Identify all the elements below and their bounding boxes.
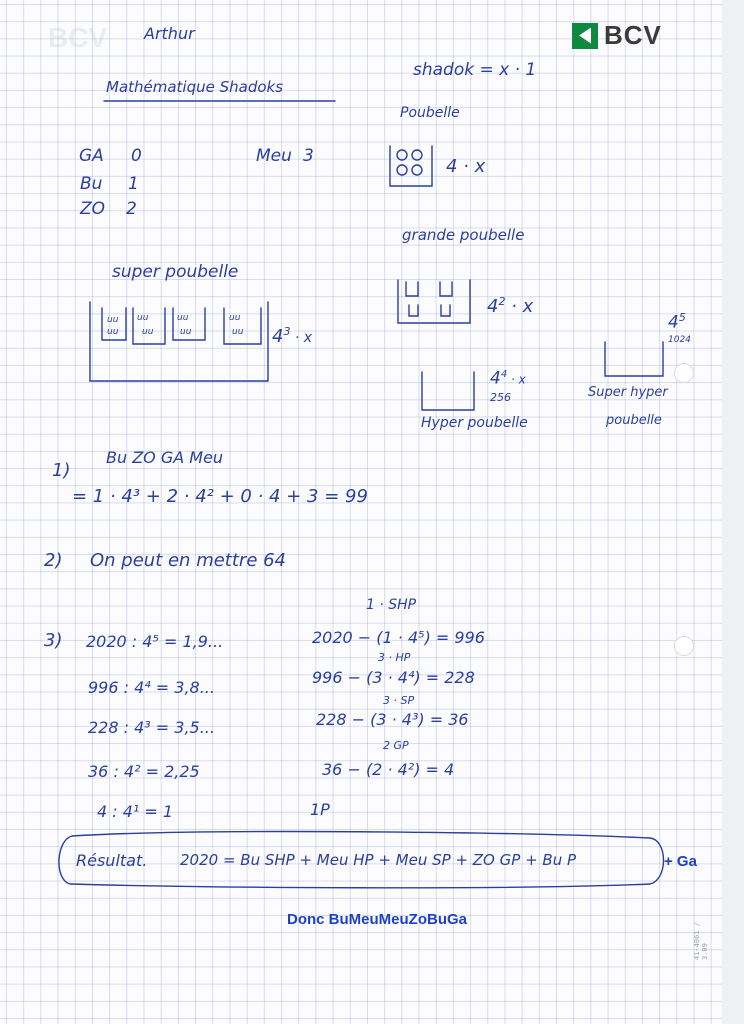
punch-hole (674, 363, 694, 383)
ghost-logo: BCV (48, 22, 108, 53)
super-hyper-label-line1: Super hyper (588, 385, 668, 400)
super-poubelle-label: super poubelle (112, 262, 239, 282)
super-hyper-value: 1024 (668, 335, 691, 345)
digit-value: 0 (131, 146, 142, 166)
super-hyper-formula: $4^5$ (668, 311, 686, 333)
poubelle-label: Poubelle (400, 105, 460, 121)
digit-label: GA (79, 146, 104, 166)
mini-glyph: uu (107, 315, 119, 325)
digit-value: 1 (128, 174, 139, 194)
division-line: 4 : 4¹ = 1 (97, 802, 174, 821)
result-conclusion: Donc BuMeuMeuZoBuGa (287, 911, 467, 928)
bcv-logo-text: BCV (604, 20, 662, 50)
mini-glyph: uu (177, 313, 189, 323)
grande-poubelle-label: grande poubelle (402, 226, 525, 244)
q2-text: On peut en mettre 64 (90, 550, 287, 571)
mini-glyph: uu (229, 313, 241, 323)
division-line: 2020 : 4⁵ = 1,9... (86, 632, 224, 651)
bcv-logo (572, 20, 662, 51)
division-line: 996 : 4⁴ = 3,8... (88, 678, 215, 697)
subtraction-line: 36 − (2 · 4²) = 4 (322, 760, 455, 779)
grande-poubelle-formula: $4^2 \cdot x$ (487, 295, 534, 317)
svg-text:uu: uu (232, 327, 244, 337)
annotation: 3 · SP (383, 694, 415, 707)
poubelle-formula: 4 · x (446, 156, 486, 177)
subtraction-line: 996 − (3 · 4⁴) = 228 (312, 668, 475, 687)
result-suffix: + Ga (664, 853, 697, 870)
result-equation: 2020 = Bu SHP + Meu HP + Meu SP + ZO GP + Bu P (180, 851, 577, 869)
annotation: 2 GP (383, 739, 409, 752)
q2-number: 2) (44, 550, 63, 571)
digit-label: ZO (80, 199, 106, 219)
digit-value: 3 (303, 146, 314, 166)
subtraction-line: 228 − (3 · 4³) = 36 (316, 710, 469, 729)
serial-number: 41-4061 / 3.09 (693, 922, 709, 960)
digit-label: Bu (80, 174, 103, 194)
author-name: Arthur (144, 24, 195, 43)
hyper-poubelle-label: Hyper poubelle (421, 415, 528, 431)
result-label: Résultat. (76, 851, 148, 870)
annotation: 1 · SHP (366, 597, 417, 613)
digit-label: Meu (256, 146, 292, 166)
svg-text:uu: uu (107, 327, 119, 337)
q3-number: 3) (44, 630, 63, 651)
q1-number: 1) (52, 460, 71, 481)
subtraction-line: 2020 − (1 · 4⁵) = 996 (312, 628, 485, 647)
svg-text:uu: uu (180, 327, 192, 337)
digit-value: 2 (126, 199, 137, 219)
hyper-poubelle-formula: $4^4 \cdot x$ (490, 368, 526, 389)
annotation: 3 · HP (378, 651, 411, 664)
division-line: 36 : 4² = 2,25 (88, 762, 200, 781)
subtraction-line: 1P (310, 800, 330, 819)
svg-text:uu: uu (142, 327, 154, 337)
q1-words: Bu ZO GA Meu (106, 448, 224, 467)
bcv-logo-mark-icon (572, 23, 598, 49)
super-hyper-label-line2: poubelle (606, 413, 662, 428)
page-title: Mathématique Shadoks (106, 78, 284, 96)
shadok-equation: shadok = x · 1 (413, 60, 537, 80)
super-poubelle-formula: $4^3 \cdot x$ (272, 325, 313, 347)
q1-equation: = 1 · 4³ + 2 · 4² + 0 · 4 + 3 = 99 (72, 486, 368, 507)
page-edge (722, 0, 744, 1024)
division-line: 228 : 4³ = 3,5... (88, 718, 215, 737)
punch-hole (674, 636, 694, 656)
mini-glyph: uu (137, 313, 149, 323)
hyper-poubelle-value: 256 (490, 391, 511, 404)
